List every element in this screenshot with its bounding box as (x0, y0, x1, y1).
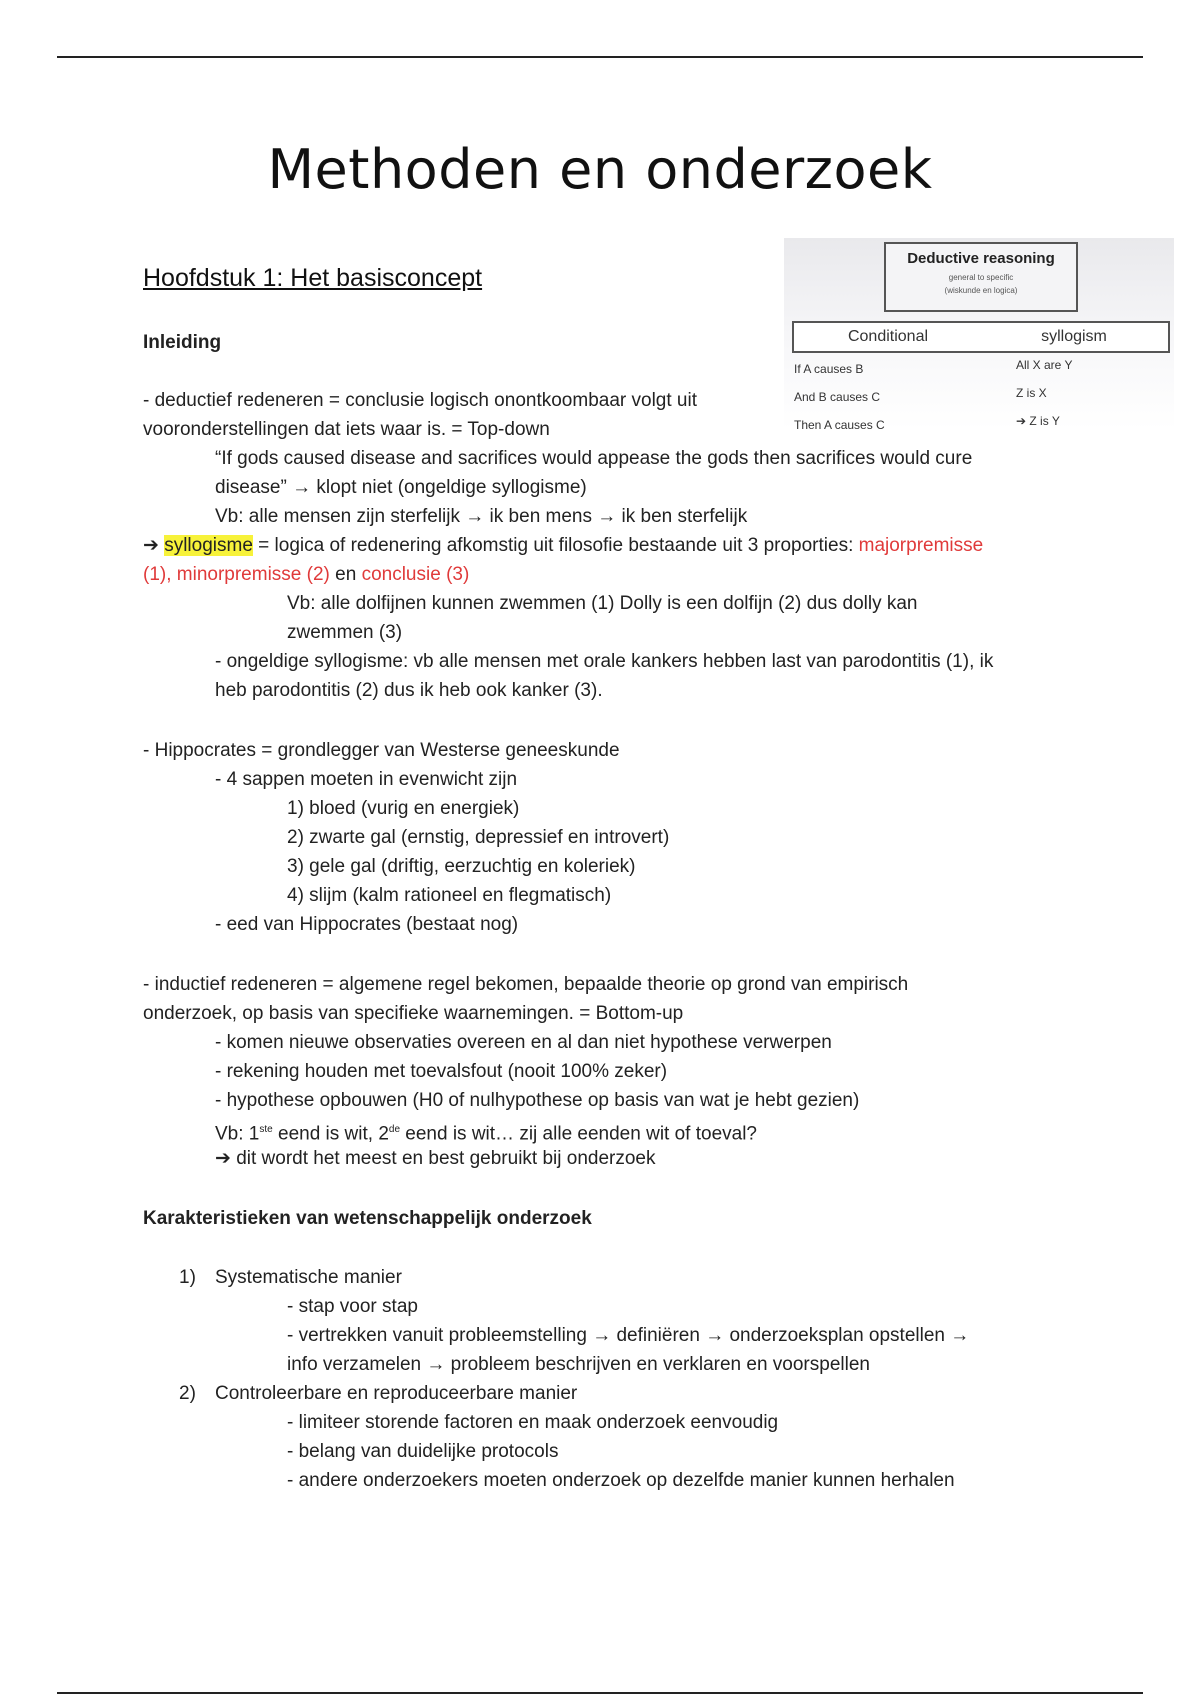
figure-syllogism-line: All X are Y (1016, 358, 1073, 372)
paragraph-line: - belang van duidelijke protocols (287, 1441, 559, 1462)
paragraph-line: - limiteer storende factoren en maak onderzoek eenvoudig (287, 1412, 779, 1433)
definition-text: = logica of redenering afkomstig uit filosofie bestaande uit 3 proporties: (252, 535, 859, 556)
figure-syllogism-line: ➔ Z is Y (1016, 414, 1060, 428)
paragraph-line: - 4 sappen moeten in evenwicht zijn (215, 769, 518, 790)
section-heading-karakteristieken: Karakteristieken van wetenschappelijk onderzoek (143, 1208, 592, 1229)
figure-column-syllogism: syllogism (980, 321, 1170, 353)
numbered-list-item: Controleerbare en reproduceerbare manier (215, 1383, 578, 1404)
paragraph-line: - stap voor stap (287, 1296, 418, 1317)
deductive-reasoning-figure (784, 238, 1174, 430)
paragraph-line: - inductief redeneren = algemene regel bekomen, bepaalde theorie op grond van empirisch (143, 974, 909, 995)
arrow-icon: ➔ (143, 535, 165, 556)
example-text: eend is wit, 2 (272, 1123, 389, 1145)
superscript: de (388, 1124, 401, 1135)
paragraph-line: - vertrekken vanuit probleemstelling → definiëren → onderzoeksplan opstellen → (287, 1325, 970, 1346)
paragraph-line: - deductief redeneren = conclusie logisch onontkoombaar volgt uit (143, 390, 697, 411)
red-term: majorpremisse (858, 535, 984, 556)
paragraph-line: heb parodontitis (2) dus ik heb ook kanker (3). (215, 680, 603, 701)
figure-box-note: (wiskunde en logica) (944, 286, 1018, 295)
syllogism-definition-line (143, 534, 983, 558)
red-term: conclusie (3) (361, 564, 470, 585)
paragraph-line: onderzoek, op basis van specifieke waarnemingen. = Bottom-up (143, 1003, 684, 1024)
example-line (215, 1118, 757, 1146)
footer-rule (57, 1692, 1143, 1694)
figure-syllogism-line: Z is X (1016, 386, 1047, 400)
paragraph-line: info verzamelen → probleem beschrijven en verklaren en voorspellen (287, 1354, 870, 1375)
list-item: 2) zwarte gal (ernstig, depressief en introvert) (287, 827, 670, 848)
header-rule (57, 56, 1143, 58)
paragraph-line: ➔ dit wordt het meest en best gebruikt bij onderzoek (215, 1148, 656, 1169)
figure-title-box (884, 242, 1078, 312)
list-item: 1) bloed (vurig en energiek) (287, 798, 520, 819)
example-text: Vb: 1 (215, 1123, 260, 1145)
paragraph-line: vooronderstellingen dat iets waar is. = Top-down (143, 419, 550, 440)
highlighted-term: syllogisme (164, 535, 253, 556)
paragraph-line: “If gods caused disease and sacrifices would appease the gods then sacrifices would cure (215, 448, 973, 469)
numbered-list-marker: 2) (179, 1383, 196, 1404)
paragraph-line: Vb: alle dolfijnen kunnen zwemmen (1) Dolly is een dolfijn (2) dus dolly kan (287, 593, 918, 614)
paragraph-line: - eed van Hippocrates (bestaat nog) (215, 914, 519, 935)
paragraph-line: Vb: alle mensen zijn sterfelijk → ik ben mens → ik ben sterfelijk (215, 506, 748, 527)
figure-conditional-line: And B causes C (794, 390, 881, 404)
paragraph-line: - hypothese opbouwen (H0 of nulhypothese op basis van wat je hebt gezien) (215, 1090, 860, 1111)
paragraph-line: disease” → klopt niet (ongeldige syllogisme) (215, 477, 587, 498)
example-text: eend is wit… zij alle eenden wit of toeval? (400, 1123, 757, 1145)
numbered-list-item: Systematische manier (215, 1267, 402, 1288)
chapter-heading: Hoofdstuk 1: Het basisconcept (143, 264, 483, 292)
list-item: 4) slijm (kalm rationeel en flegmatisch) (287, 885, 612, 906)
paragraph-line: - andere onderzoekers moeten onderzoek op dezelfde manier kunnen herhalen (287, 1470, 955, 1491)
paragraph-line: - ongeldige syllogisme: vb alle mensen met orale kankers hebben last van parodontitis (1), ik (215, 651, 994, 672)
figure-box-title: Deductive reasoning (907, 250, 1055, 267)
numbered-list-marker: 1) (179, 1267, 196, 1288)
paragraph-line: zwemmen (3) (287, 622, 403, 643)
red-term: (1), minorpremisse (2) (143, 564, 330, 585)
section-heading-inleiding: Inleiding (143, 332, 222, 353)
paragraph-line: - Hippocrates = grondlegger van Westerse geneeskunde (143, 740, 620, 761)
paragraph-line: - rekening houden met toevalsfout (nooit 100% zeker) (215, 1061, 668, 1082)
paragraph-line: - komen nieuwe observaties overeen en al dan niet hypothese verwerpen (215, 1032, 832, 1053)
syllogism-definition-line (143, 563, 469, 587)
superscript: ste (259, 1124, 273, 1135)
list-item: 3) gele gal (driftig, eerzuchtig en koleriek) (287, 856, 636, 877)
figure-column-conditional: Conditional (792, 321, 984, 353)
figure-box-subtitle: general to specific (948, 273, 1014, 282)
figure-conditional-line: Then A causes C (794, 418, 885, 432)
definition-text: en (329, 564, 362, 585)
figure-conditional-line: If A causes B (794, 362, 864, 376)
page-title: Methoden en onderzoek (267, 138, 933, 201)
